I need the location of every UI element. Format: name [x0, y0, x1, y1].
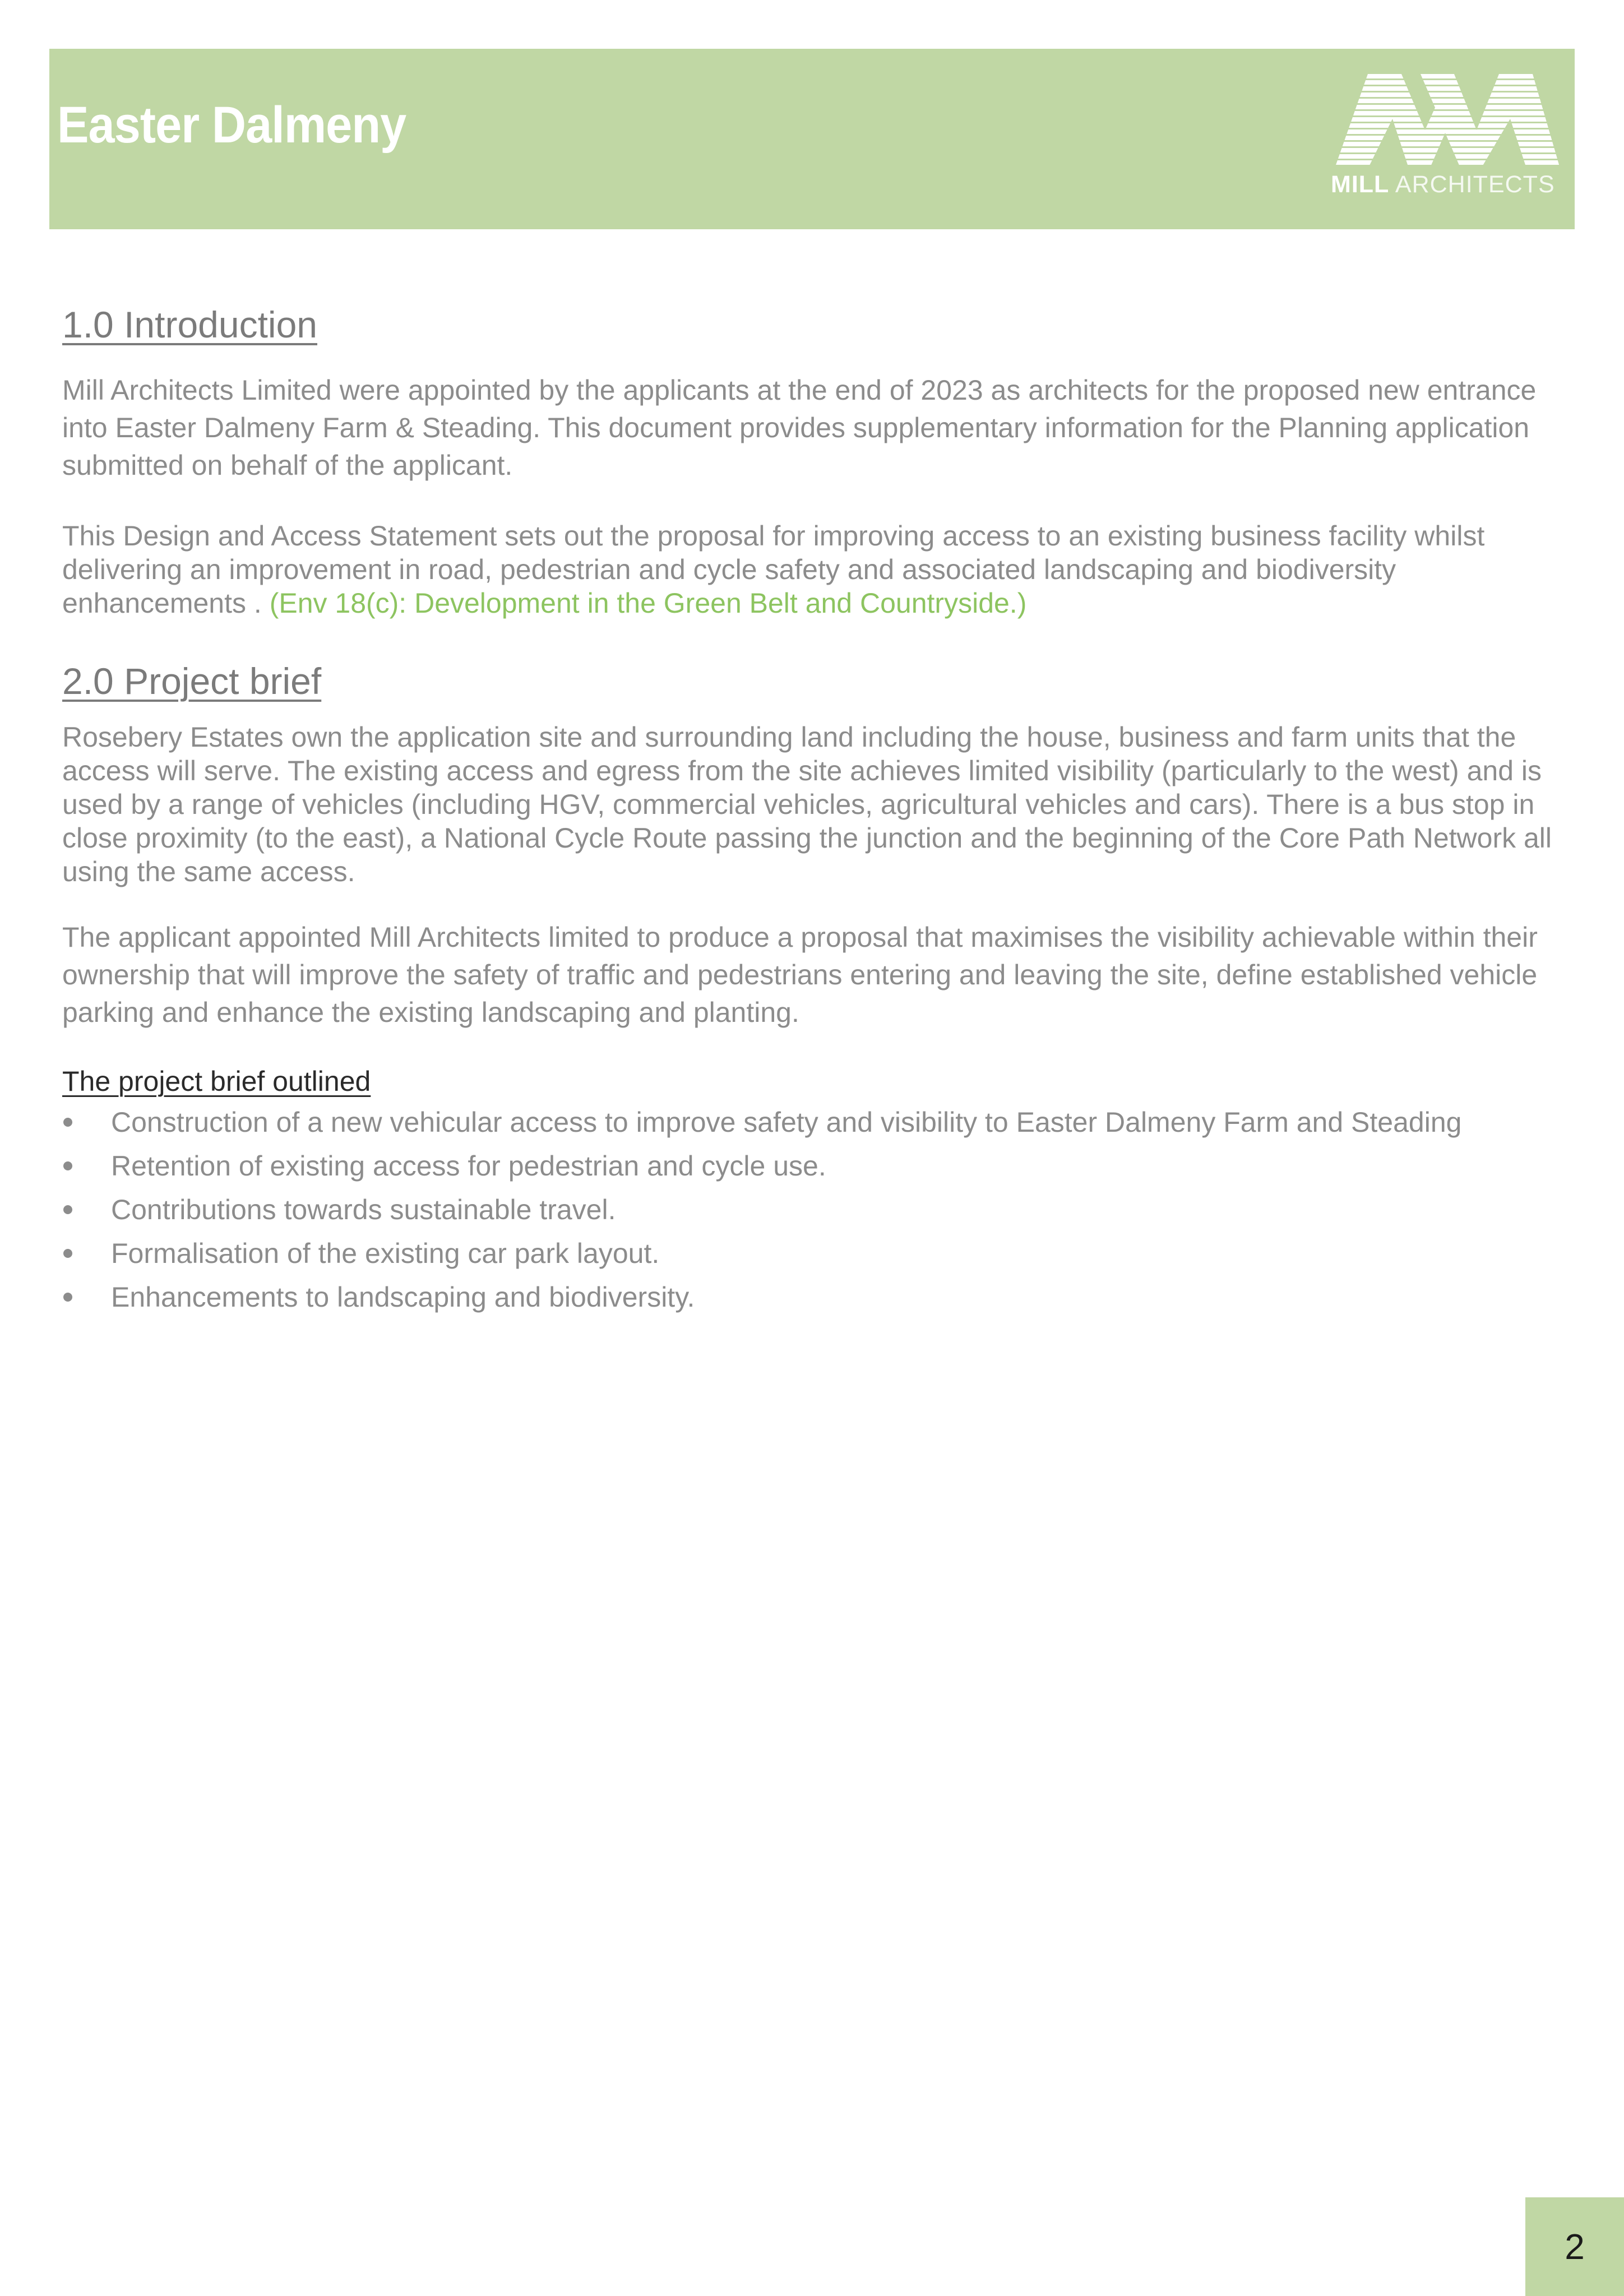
bullet-icon — [63, 1205, 72, 1214]
list-item: Construction of a new vehicular access to improve safety and visibility to Easter Dalmeny Farm and Steading — [62, 1100, 1565, 1144]
company-logo — [1331, 74, 1566, 203]
list-item: Contributions towards sustainable travel. — [62, 1188, 1565, 1232]
brief-outline-heading: The project brief outlined — [62, 1066, 371, 1098]
brief-paragraph-1: Rosebery Estates own the application site and surrounding land including the house, business and farm units that the access will serve. The existing access and egress from the site achieves limited visibility (particularly to the west) and is used by a range of vehicles (including HGV, commercial vehicles, agricultural vehicles and cars). There is a bus stop in close proximity (to the east), a National Cycle Route passing the junction and the beginning of the Core Path Network all using the same access. — [62, 721, 1552, 888]
list-item: Retention of existing access for pedestrian and cycle use. — [62, 1144, 1565, 1188]
bullet-icon — [63, 1293, 72, 1302]
page-number: 2 — [1565, 2226, 1585, 2267]
intro-paragraph-1: Mill Architects Limited were appointed by the applicants at the end of 2023 as architects for the proposed new entrance into Easter Dalmeny Farm & Steading. This document provides supplementary information for the Planning application submitted on behalf of the applicant. — [62, 374, 1537, 482]
logo-name-bold: MILL — [1331, 171, 1390, 198]
policy-reference: (Env 18(c): Development in the Green Belt and Countryside.) — [269, 587, 1027, 619]
document-body — [62, 303, 1565, 1319]
section-heading-project-brief: 2.0 Project brief — [62, 660, 322, 702]
brief-paragraph-2: The applicant appointed Mill Architects limited to produce a proposal that maximises the visibility achievable within their ownership that will improve the safety of traffic and pedestrians entering and leaving the site, define established vehicle parking and enhance the existing landscaping and planting. — [62, 922, 1538, 1029]
intro-paragraph-2 — [62, 519, 1565, 620]
header-banner — [49, 49, 1575, 229]
bullet-icon — [63, 1161, 72, 1170]
document-title: Easter Dalmeny — [57, 96, 406, 154]
bullet-icon — [63, 1118, 72, 1127]
logo-wordmark — [1331, 173, 1566, 197]
list-item: Enhancements to landscaping and biodiversity. — [62, 1275, 1565, 1319]
bullet-icon — [63, 1249, 72, 1258]
list-item: Formalisation of the existing car park layout. — [62, 1232, 1565, 1275]
intro-paragraph-2-text: This Design and Access Statement sets out the proposal for improving access to an existing business facility whilst delivering an improvement in road, pedestrian and cycle safety and associated landscaping and biodiversity enhancements . — [62, 520, 1485, 619]
mill-architects-mm-logo-icon — [1335, 74, 1560, 166]
section-heading-introduction: 1.0 Introduction — [62, 304, 317, 345]
brief-outline-list — [62, 1100, 1565, 1319]
page-number-box — [1525, 2197, 1624, 2296]
logo-name-light: ARCHITECTS — [1395, 171, 1555, 198]
